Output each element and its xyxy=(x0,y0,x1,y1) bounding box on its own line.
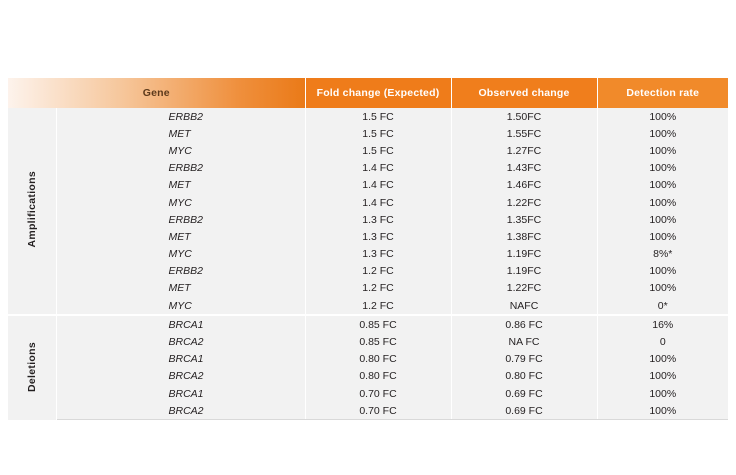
table-row xyxy=(8,228,728,245)
cell-fold-change: 1.3 FC xyxy=(305,228,451,245)
cell-observed-change: 1.50FC xyxy=(451,108,597,125)
cell-detection-rate: 16% xyxy=(597,315,728,333)
cell-fold-change: 0.70 FC xyxy=(305,385,451,402)
cell-gene: MYC xyxy=(56,142,305,159)
cell-fold-change: 0.70 FC xyxy=(305,402,451,420)
cell-fold-change: 1.5 FC xyxy=(305,108,451,125)
table-row xyxy=(8,351,728,368)
cell-fold-change: 0.80 FC xyxy=(305,368,451,385)
cell-observed-change: 1.22FC xyxy=(451,280,597,297)
row-group-label-deletions xyxy=(8,315,56,420)
table-row xyxy=(8,315,728,333)
table-row xyxy=(8,177,728,194)
cell-detection-rate: 100% xyxy=(597,211,728,228)
cell-fold-change: 1.4 FC xyxy=(305,194,451,211)
cell-observed-change: 1.55FC xyxy=(451,125,597,142)
row-group-label-text: Amplifications xyxy=(25,171,38,248)
table-row xyxy=(8,211,728,228)
table-header xyxy=(8,78,728,108)
cell-fold-change: 1.4 FC xyxy=(305,177,451,194)
cell-gene: BRCA2 xyxy=(56,368,305,385)
cell-fold-change: 1.2 FC xyxy=(305,263,451,280)
cell-observed-change: 1.27FC xyxy=(451,142,597,159)
cell-gene: MYC xyxy=(56,246,305,263)
cell-fold-change: 1.5 FC xyxy=(305,142,451,159)
table-row xyxy=(8,333,728,350)
cell-observed-change: 0.79 FC xyxy=(451,351,597,368)
cell-gene: BRCA2 xyxy=(56,402,305,420)
cell-detection-rate: 100% xyxy=(597,108,728,125)
table-row xyxy=(8,160,728,177)
cell-detection-rate: 100% xyxy=(597,368,728,385)
table-row xyxy=(8,194,728,211)
cell-observed-change: 0.80 FC xyxy=(451,368,597,385)
results-table-container xyxy=(8,78,728,420)
row-group-label-amplifications xyxy=(8,108,56,315)
column-header-fold-change: Fold change (Expected) xyxy=(305,78,451,108)
table-row xyxy=(8,125,728,142)
cell-observed-change: 0.69 FC xyxy=(451,385,597,402)
cell-detection-rate: 100% xyxy=(597,385,728,402)
cell-detection-rate: 100% xyxy=(597,125,728,142)
cell-detection-rate: 100% xyxy=(597,280,728,297)
cell-fold-change: 1.5 FC xyxy=(305,125,451,142)
cell-gene: MYC xyxy=(56,194,305,211)
cell-gene: BRCA2 xyxy=(56,333,305,350)
cell-detection-rate: 0 xyxy=(597,333,728,350)
table-row xyxy=(8,402,728,420)
cell-detection-rate: 100% xyxy=(597,351,728,368)
cell-fold-change: 1.3 FC xyxy=(305,246,451,263)
cell-observed-change: 1.43FC xyxy=(451,160,597,177)
cell-observed-change: 1.22FC xyxy=(451,194,597,211)
cell-detection-rate: 100% xyxy=(597,194,728,211)
cell-observed-change: 0.69 FC xyxy=(451,402,597,420)
cell-fold-change: 1.2 FC xyxy=(305,280,451,297)
table-row xyxy=(8,297,728,315)
cell-observed-change: 1.19FC xyxy=(451,246,597,263)
cell-detection-rate: 100% xyxy=(597,177,728,194)
cell-gene: BRCA1 xyxy=(56,385,305,402)
cell-gene: ERBB2 xyxy=(56,211,305,228)
results-table xyxy=(8,78,728,420)
cell-detection-rate: 100% xyxy=(597,228,728,245)
cell-detection-rate: 100% xyxy=(597,263,728,280)
table-body xyxy=(8,108,728,420)
cell-gene: ERBB2 xyxy=(56,160,305,177)
cell-fold-change: 0.85 FC xyxy=(305,333,451,350)
column-header-observed-change: Observed change xyxy=(451,78,597,108)
cell-gene: MET xyxy=(56,125,305,142)
cell-gene: ERBB2 xyxy=(56,108,305,125)
table-row xyxy=(8,108,728,125)
cell-gene: MYC xyxy=(56,297,305,315)
row-group-label-text: Deletions xyxy=(25,341,38,392)
cell-gene: MET xyxy=(56,280,305,297)
cell-fold-change: 1.4 FC xyxy=(305,160,451,177)
table-header-row xyxy=(8,78,728,108)
cell-observed-change: 0.86 FC xyxy=(451,315,597,333)
column-header-detection-rate: Detection rate xyxy=(597,78,728,108)
column-header-gene xyxy=(8,78,305,108)
cell-observed-change: 1.38FC xyxy=(451,228,597,245)
cell-fold-change: 0.85 FC xyxy=(305,315,451,333)
cell-observed-change: NAFC xyxy=(451,297,597,315)
cell-gene: BRCA1 xyxy=(56,351,305,368)
cell-observed-change: 1.46FC xyxy=(451,177,597,194)
cell-gene: MET xyxy=(56,228,305,245)
cell-gene: ERBB2 xyxy=(56,263,305,280)
table-row xyxy=(8,263,728,280)
table-row xyxy=(8,142,728,159)
cell-detection-rate: 0* xyxy=(597,297,728,315)
cell-gene: BRCA1 xyxy=(56,315,305,333)
table-row xyxy=(8,246,728,263)
column-header-gene-label: Gene xyxy=(142,87,170,99)
cell-detection-rate: 100% xyxy=(597,142,728,159)
cell-fold-change: 1.2 FC xyxy=(305,297,451,315)
cell-fold-change: 1.3 FC xyxy=(305,211,451,228)
cell-gene: MET xyxy=(56,177,305,194)
cell-detection-rate: 8%* xyxy=(597,246,728,263)
table-row xyxy=(8,280,728,297)
table-row xyxy=(8,385,728,402)
cell-detection-rate: 100% xyxy=(597,402,728,420)
cell-observed-change: NA FC xyxy=(451,333,597,350)
table-row xyxy=(8,368,728,385)
cell-observed-change: 1.19FC xyxy=(451,263,597,280)
cell-fold-change: 0.80 FC xyxy=(305,351,451,368)
cell-detection-rate: 100% xyxy=(597,160,728,177)
cell-observed-change: 1.35FC xyxy=(451,211,597,228)
